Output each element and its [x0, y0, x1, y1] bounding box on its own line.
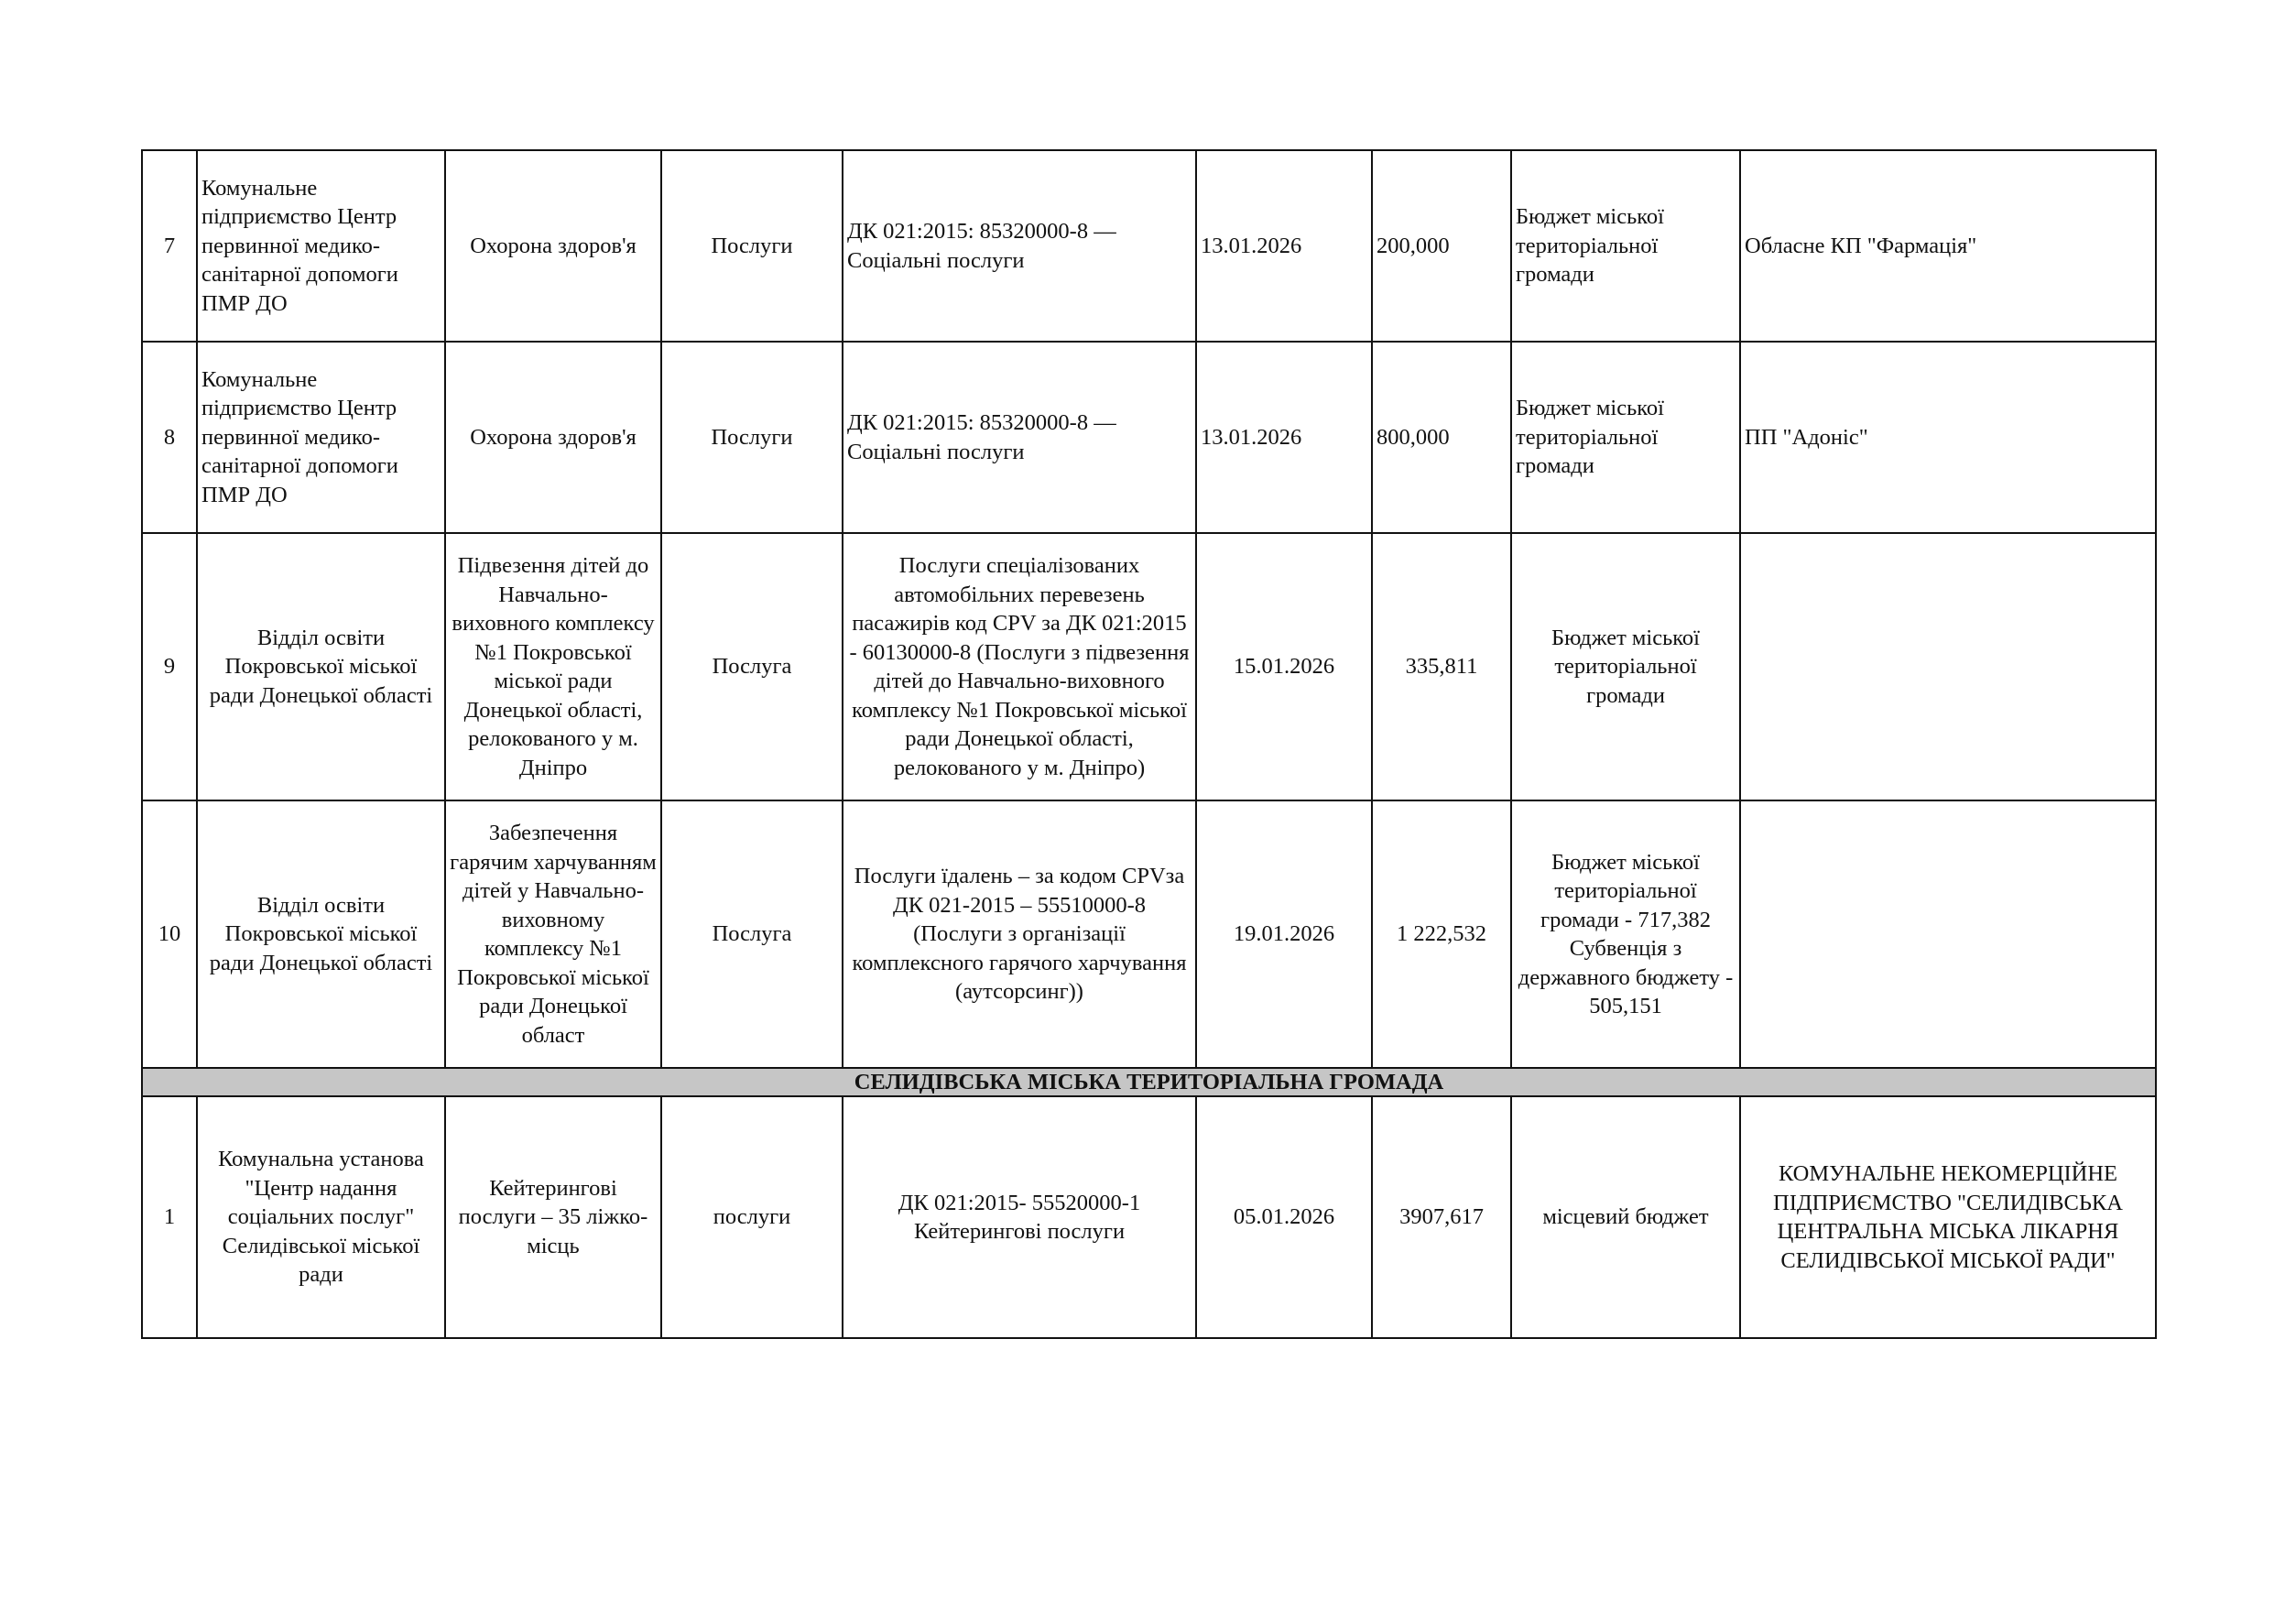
amount-cell: 200,000	[1372, 150, 1511, 342]
type-cell: Послуги	[661, 150, 843, 342]
customer-cell: Відділ освіти Покровської міської ради Донецької області	[197, 800, 445, 1068]
table-row	[142, 1096, 2156, 1338]
row-number: 9	[142, 533, 197, 800]
date-cell: 13.01.2026	[1196, 150, 1372, 342]
row-number: 8	[142, 342, 197, 533]
amount-cell: 335,811	[1372, 533, 1511, 800]
amount-cell: 1 222,532	[1372, 800, 1511, 1068]
row-number: 1	[142, 1096, 197, 1338]
funding-cell: Бюджет міської територіальної громади	[1511, 533, 1740, 800]
contractor-cell	[1740, 800, 2156, 1068]
row-number: 10	[142, 800, 197, 1068]
subject-cell: Послуги їдалень – за кодом CPVза ДК 021-2015 – 55510000-8 (Послуги з організації комплексного гарячого харчування (аутсорсинг))	[843, 800, 1196, 1068]
subject-cell: Послуги спеціалізованих автомобільних перевезень пасажирів код CPV за ДК 021:2015 - 60130000-8 (Послуги з підвезення дітей до Навчально-виховного комплексу №1 Покровської міської ради Донецької області, релокованого у м. Дніпро)	[843, 533, 1196, 800]
contractor-cell: КОМУНАЛЬНЕ НЕКОМЕРЦІЙНЕ ПІДПРИЄМСТВО "СЕЛИДІВСЬКА ЦЕНТРАЛЬНА МІСЬКА ЛІКАРНЯ СЕЛИДІВСЬКОЇ МІСЬКОЇ РАДИ"	[1740, 1096, 2156, 1338]
subject-cell: ДК 021:2015: 85320000-8 — Соціальні послуги	[843, 342, 1196, 533]
customer-cell: Відділ освіти Покровської міської ради Донецької області	[197, 533, 445, 800]
contractor-cell: ПП "Адоніс"	[1740, 342, 2156, 533]
contractor-cell	[1740, 533, 2156, 800]
customer-cell: Комунальне підприємство Центр первинної медико-санітарної допомоги ПМР ДО	[197, 150, 445, 342]
procurement-table	[141, 149, 2157, 1339]
type-cell: Послуга	[661, 800, 843, 1068]
date-cell: 19.01.2026	[1196, 800, 1372, 1068]
date-cell: 15.01.2026	[1196, 533, 1372, 800]
subject-cell: ДК 021:2015: 85320000-8 — Соціальні послуги	[843, 150, 1196, 342]
date-cell: 05.01.2026	[1196, 1096, 1372, 1338]
row-number: 7	[142, 150, 197, 342]
subject-cell: ДК 021:2015- 55520000-1 Кейтерингові послуги	[843, 1096, 1196, 1338]
sector-cell: Забезпечення гарячим харчуванням дітей у Навчально-виховному комплексу №1 Покровської міської ради Донецької област	[445, 800, 661, 1068]
type-cell: Послуги	[661, 342, 843, 533]
customer-cell: Комунальна установа "Центр надання соціальних послуг" Селидівської міської ради	[197, 1096, 445, 1338]
funding-cell: Бюджет міської територіальної громади	[1511, 342, 1740, 533]
funding-cell: Бюджет міської територіальної громади	[1511, 150, 1740, 342]
table-row	[142, 533, 2156, 800]
sector-cell: Охорона здоров'я	[445, 150, 661, 342]
type-cell: Послуга	[661, 533, 843, 800]
customer-cell: Комунальне підприємство Центр первинної медико-санітарної допомоги ПМР ДО	[197, 342, 445, 533]
amount-cell: 800,000	[1372, 342, 1511, 533]
table-row	[142, 150, 2156, 342]
section-header-row	[142, 1068, 2156, 1096]
funding-cell: Бюджет міської територіальної громади - 717,382 Субвенція з державного бюджету - 505,151	[1511, 800, 1740, 1068]
sector-cell: Підвезення дітей до Навчально-виховного комплексу №1 Покровської міської ради Донецької області, релокованого у м. Дніпро	[445, 533, 661, 800]
table-row	[142, 342, 2156, 533]
date-cell: 13.01.2026	[1196, 342, 1372, 533]
section-title: СЕЛИДІВСЬКА МІСЬКА ТЕРИТОРІАЛЬНА ГРОМАДА	[142, 1068, 2156, 1096]
funding-cell: місцевий бюджет	[1511, 1096, 1740, 1338]
contractor-cell: Обласне КП "Фармація"	[1740, 150, 2156, 342]
type-cell: послуги	[661, 1096, 843, 1338]
sector-cell: Кейтерингові послуги – 35 ліжко-місць	[445, 1096, 661, 1338]
table-row	[142, 800, 2156, 1068]
sector-cell: Охорона здоров'я	[445, 342, 661, 533]
amount-cell: 3907,617	[1372, 1096, 1511, 1338]
